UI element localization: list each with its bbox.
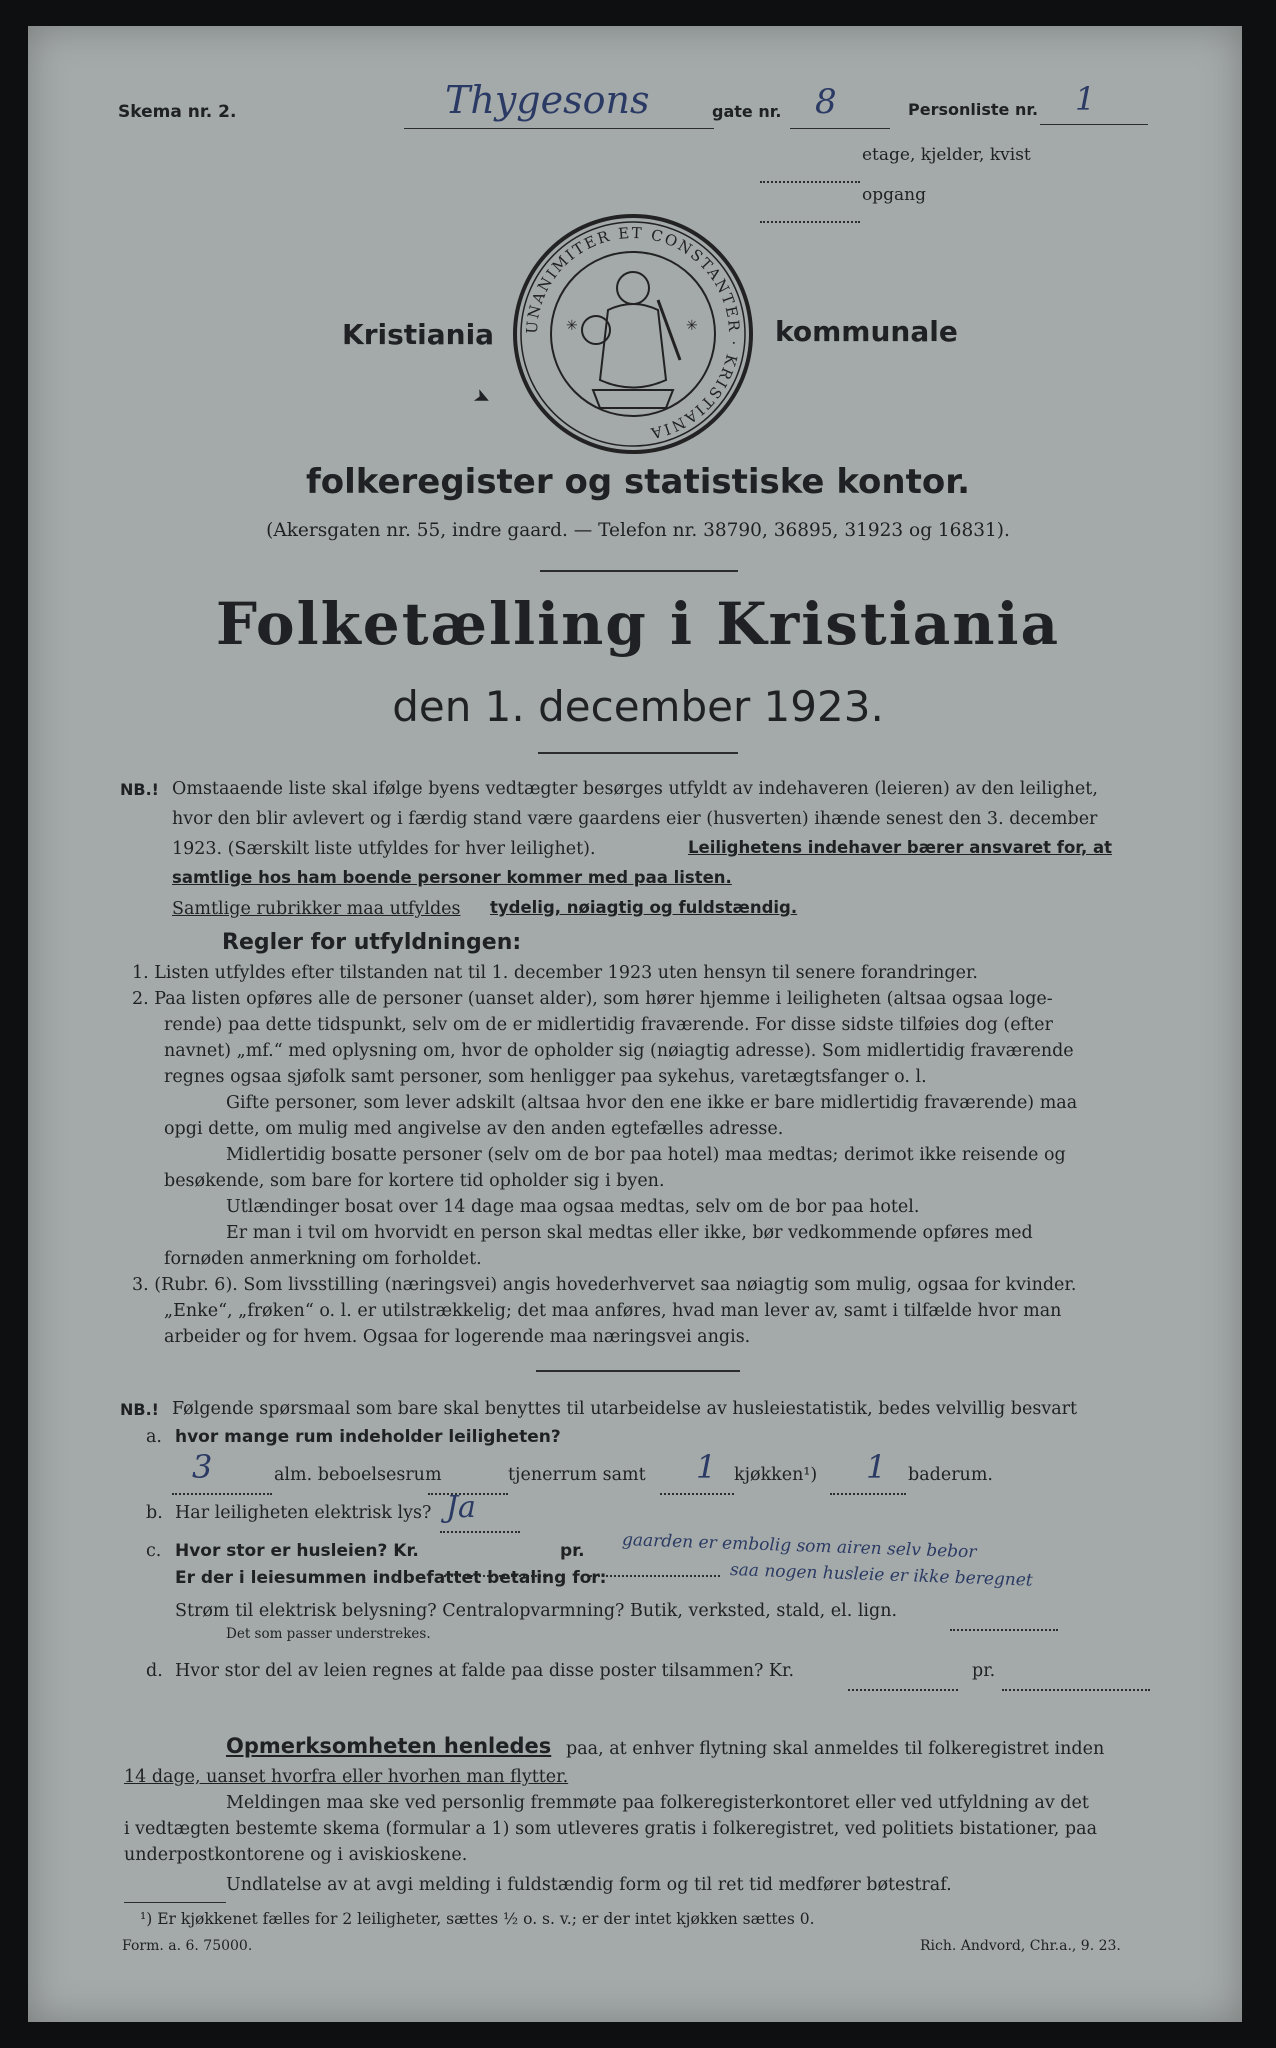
etage-label: etage, kjelder, kvist [862,145,1031,165]
notice-line: Meldingen maa ske ved personlig fremmøte paa folkeregisterkontoret eller ved utfyldning av det [226,1793,1089,1813]
rule-line: Utlændinger bosat over 14 dage maa ogsaa medtas, selv om de bor paa hotel. [226,1197,920,1217]
rooms-question: hvor mange rum indeholder leiligheten? [175,1427,561,1447]
nb1-line: Samtlige rubrikker maa utfyldes [172,899,461,919]
divider [538,752,738,754]
seal-right-text: kommunale [775,315,958,348]
svg-text:UNANIMITER ET CONSTANTER · KRI [523,224,743,443]
mark-arrow: ➤ [469,382,496,412]
item-letter: d. [146,1661,163,1681]
bath-value: 1 [866,1448,887,1486]
notice-lead: Opmerksomheten henledes [226,1734,552,1758]
main-title: Folketælling i Kristiania [215,590,1061,658]
rooms-label: alm. beboelsesrum [274,1465,442,1485]
nb-label: NB.! [120,1400,159,1419]
etage-dots [760,168,860,187]
notice-line: paa, at enhver flytning skal anmeldes til folkeregistret inden [566,1739,1105,1759]
rent-share-period-label: pr. [972,1661,996,1681]
seal-left-text: Kristiania [342,318,495,351]
nb1-line: Omstaaende liste skal ifølge byens vedtægter besørges utfyldt av indehaveren (leieren) av den leilighet, [172,779,1098,799]
rule-line: 1. Listen utfyldes efter tilstanden nat til 1. december 1923 uten hensyn til senere forandringer. [132,963,978,983]
notice-line: Undlatelse av at avgi melding i fuldstændig form og til ret tid medfører bøtestraf. [226,1875,952,1895]
rule-line: opgi dette, om mulig med angivelse av den anden egtefælles adresse. [164,1119,784,1139]
nb1-bold-line: tydelig, nøiagtig og fuldstændig. [490,898,798,917]
kristiania-seal-icon [508,210,758,458]
divider [536,1370,740,1372]
nb1-bold-line: samtlige hos ham boende personer kommer med paa listen. [172,868,732,887]
rent-period-label: pr. [560,1541,585,1561]
rooms-dots [172,1480,272,1499]
rooms-value: 3 [192,1448,213,1486]
electric-light-value: Ja [446,1490,476,1525]
gate-line [790,128,890,129]
electric-light-question: Har leiligheten elektrisk lys? [175,1503,432,1523]
item-letter: a. [146,1427,162,1447]
personliste-line [1040,124,1148,125]
printer-credit: Rich. Andvord, Chr.a., 9. 23. [920,1938,1121,1954]
main-subtitle-date: den 1. december 1923. [392,682,884,731]
footnote-divider [124,1902,226,1903]
footnote: ¹) Er kjøkkenet fælles for 2 leiligheter, sættes ½ o. s. v.; er der intet kjøkken sættes 0. [140,1910,815,1928]
rule-line: Midlertidig bosatte personer (selv om de bor paa hotel) maa medtas; derimot ikke reisende og [226,1145,1066,1165]
rule-line: „Enke“, „frøken“ o. l. er utilstrækkelig; det maa anføres, hvad man lever av, samt i tilfælde hvor man [164,1301,1062,1321]
rule-line: fornøden anmerkning om forholdet. [164,1249,482,1269]
rent-share-dots [848,1676,958,1695]
street-line [404,128,714,129]
rent-share-period-dots [1002,1676,1150,1695]
rent-period-dots [590,1562,720,1581]
rule-line: rende) paa dette tidspunkt, selv om de er midlertidig fraværende. For disse sidste tilføies dog (efter [164,1015,1053,1035]
tjener-label: tjenerrum samt [508,1465,646,1485]
item-letter: b. [146,1503,163,1523]
nb-label: NB.! [120,780,159,799]
rule-line: Gifte personer, som lever adskilt (altsaa hvor den ene ikke er bare midlertidig fraværende) maa [226,1093,1078,1113]
opgang-label: opgang [862,185,926,205]
schema-number: Skema nr. 2. [118,102,237,122]
rule-line: 2. Paa listen opføres alle de personer (uanset alder), som hører hjemme i leiligheten (altsaa ogsaa loge- [132,989,1053,1009]
gate-label: gate nr. [712,102,782,121]
rent-includes-question: Er der i leiesummen indbefattet betaling for: [175,1568,607,1588]
rent-question: Hvor stor er husleien? Kr. [175,1541,419,1561]
personliste-value: 1 [1075,80,1096,118]
svg-text:✳: ✳ [566,318,578,334]
rule-line: 3. (Rubr. 6). Som livsstilling (næringsvei) angis hovederhvervet saa nøiagtig som mulig, ogsaa for kvinder. [132,1275,1077,1295]
underline-note: Det som passer understrekes. [226,1626,431,1642]
rent-handwritten-note: gaarden er embolig som airen selv bebor [621,1530,977,1563]
rent-share-question: Hvor stor del av leien regnes at falde paa disse poster tilsammen? Kr. [175,1661,795,1681]
nb2-intro: Følgende spørsmaal som bare skal benyttes til utarbeidelse av husleiestatistik, bedes velvillig besvart [172,1399,1078,1419]
rules-heading: Regler for utfyldningen: [222,930,522,955]
rule-line: regnes ogsaa sjøfolk samt personer, som henligger paa sykehus, varetægtsfanger o. l. [164,1067,927,1087]
gate-number-value: 8 [815,82,837,122]
rule-line: Er man i tvil om hvorvidt en person skal medtas eller ikke, bør vedkommende opføres med [226,1223,1033,1243]
kitchen-value: 1 [696,1448,717,1486]
rule-line: arbeider og for hvem. Ogsaa for logerende maa næringsvei angis. [164,1327,751,1347]
rule-line: navnet) „mf.“ med oplysning om, hvor de opholder sig (nøiagtig adresse). Som midlertidig fraværende [164,1041,1074,1061]
nb1-line: 1923. (Særskilt liste utfyldes for hver leilighet). [172,839,596,859]
notice-line: i vedtægten bestemte skema (formular a 1) som utleveres gratis i folkeregistret, ved politiets bistationer, paa [124,1819,1098,1839]
rent-handwritten-note: saa nogen husleie er ikke beregnet [729,1560,1034,1591]
kitchen-label: kjøkken¹) [734,1465,818,1485]
rule-line: besøkende, som bare for kortere tid opholder sig i byen. [164,1171,665,1191]
office-address: (Akersgaten nr. 55, indre gaard. — Telefon nr. 38790, 36895, 31923 og 16831). [266,520,1010,541]
opgang-dots [760,208,860,227]
seal-ring-text: UNANIMITER ET CONSTANTER · KRISTIANIA [522,223,744,443]
notice-line: 14 dage, uanset hvorfra eller hvorhen man flytter. [124,1767,569,1787]
rent-includes-dots [950,1616,1058,1635]
rent-includes-items: Strøm til elektrisk belysning? Centralopvarmning? Butik, verksted, stald, el. lign. [175,1601,898,1621]
form-number: Form. a. 6. 75000. [122,1938,253,1954]
svg-text:✳: ✳ [686,318,698,334]
nb1-bold-line: Leilighetens indehaver bærer ansvaret for, at [688,838,1113,857]
notice-line: underpostkontorene og i aviskioskene. [124,1845,468,1865]
street-name-handwritten: Thygesons [445,78,650,122]
nb1-line: hvor den blir avlevert og i færdig stand være gaardens eier (husverten) ihænde senest den 3. december [172,809,1098,829]
item-letter: c. [146,1541,162,1561]
office-title: folkeregister og statistiske kontor. [305,462,971,502]
bath-label: baderum. [908,1465,993,1485]
personliste-label: Personliste nr. [908,100,1039,119]
divider [540,570,738,572]
